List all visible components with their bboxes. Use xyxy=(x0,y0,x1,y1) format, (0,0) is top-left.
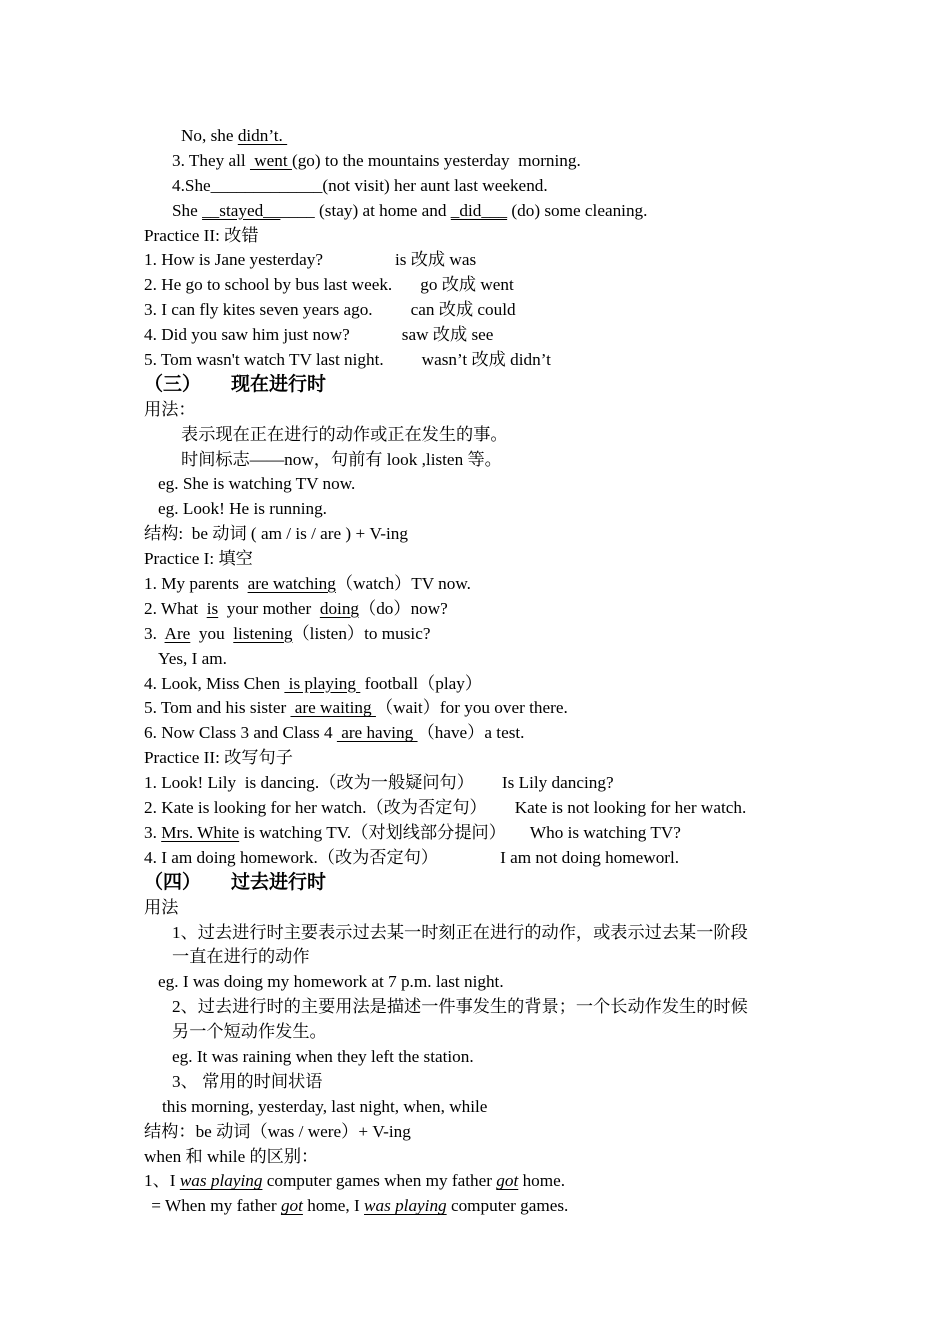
usage-text: 2、过去进行时的主要用法是描述一件事发生的背景；一个长动作发生的时候 xyxy=(172,997,748,1017)
exercise-line: 3. They all went (go) to the mountains yesterday morning. xyxy=(172,150,581,170)
section-heading: （三） 现在进行时 xyxy=(144,373,327,395)
rewrite-item: 2. Kate is looking for her watch.（改为否定句） Kate is not looking for her watch. xyxy=(144,798,747,818)
rewrite-item: 1. Look! Lily is dancing.（改为一般疑问句） Is Lily dancing? xyxy=(144,773,614,793)
document-page xyxy=(144,124,824,1219)
usage-label: 用法： xyxy=(144,399,196,419)
usage-text: 另一个短动作发生。 xyxy=(172,1022,327,1042)
correction-item: 1. How is Jane yesterday? is 改成 was xyxy=(144,250,477,270)
structure-line: 结构：be 动词（was / were）+ V-ing xyxy=(144,1121,411,1141)
adverbial-list: this morning, yesterday, last night, when, while xyxy=(162,1096,488,1116)
correction-item: 4. Did you saw him just now? saw 改成 see xyxy=(144,325,494,345)
section-heading: （四） 过去进行时 xyxy=(144,871,327,893)
exercise-line: 4.She_____________(not visit) her aunt last weekend. xyxy=(172,175,548,195)
correction-item: 3. I can fly kites seven years ago. can 改成 could xyxy=(144,300,516,320)
fill-item: 5. Tom and his sister are waiting （wait）for you over there. xyxy=(144,698,568,718)
fill-item: 6. Now Class 3 and Class 4 are having （have）a test. xyxy=(144,723,525,743)
practice-heading: Practice II: 改写句子 xyxy=(144,748,293,768)
fill-item: 1. My parents are watching（watch）TV now. xyxy=(144,574,471,594)
practice-heading: Practice II: 改错 xyxy=(144,225,259,245)
usage-label: 用法 xyxy=(144,897,179,917)
rewrite-item: 3. Mrs. White is watching TV.（对划线部分提问） Who is watching TV? xyxy=(144,822,681,842)
example-sentence: eg. I was doing my homework at 7 p.m. last night. xyxy=(158,972,504,992)
exercise-line: She __stayed______ (stay) at home and _did___ (do) some cleaning. xyxy=(172,200,648,220)
usage-text: 时间标志——now，句前有 look ,listen 等。 xyxy=(181,449,502,469)
answer-line: No, she didn’t. xyxy=(181,126,288,145)
fill-item-answer: Yes, I am. xyxy=(158,648,227,668)
example-sentence: 1、I was playing computer games when my father got home. xyxy=(144,1171,566,1191)
correction-item: 2. He go to school by bus last week. go 改成 went xyxy=(144,275,514,295)
example-sentence: eg. Look! He is running. xyxy=(158,499,327,519)
fill-item: 2. What is your mother doing（do）now? xyxy=(144,598,448,618)
example-sentence: = When my father got home, I was playing computer games. xyxy=(147,1196,569,1216)
usage-text: 3、 常用的时间状语 xyxy=(172,1071,323,1091)
usage-text: 一直在进行的动作 xyxy=(172,947,310,967)
comparison-heading: when 和 while 的区别： xyxy=(144,1146,319,1166)
structure-line: 结构: be 动词 ( am / is / are ) + V-ing xyxy=(144,524,408,544)
practice-heading: Practice I: 填空 xyxy=(144,549,253,569)
usage-text: 表示现在正在进行的动作或正在发生的事。 xyxy=(181,424,508,444)
usage-text: 1、过去进行时主要表示过去某一时刻正在进行的动作，或表示过去某一阶段 xyxy=(172,922,748,942)
rewrite-item: 4. I am doing homework.（改为否定句） I am not doing homeworl. xyxy=(144,847,680,867)
correction-item: 5. Tom wasn't watch TV last night. wasn’t 改成 didn’t xyxy=(144,350,551,370)
fill-item: 3. Are you listening（listen）to music? xyxy=(144,623,431,643)
example-sentence: eg. She is watching TV now. xyxy=(158,474,356,494)
example-sentence: eg. It was raining when they left the station. xyxy=(172,1046,474,1066)
fill-item: 4. Look, Miss Chen is playing football（play） xyxy=(144,673,483,693)
